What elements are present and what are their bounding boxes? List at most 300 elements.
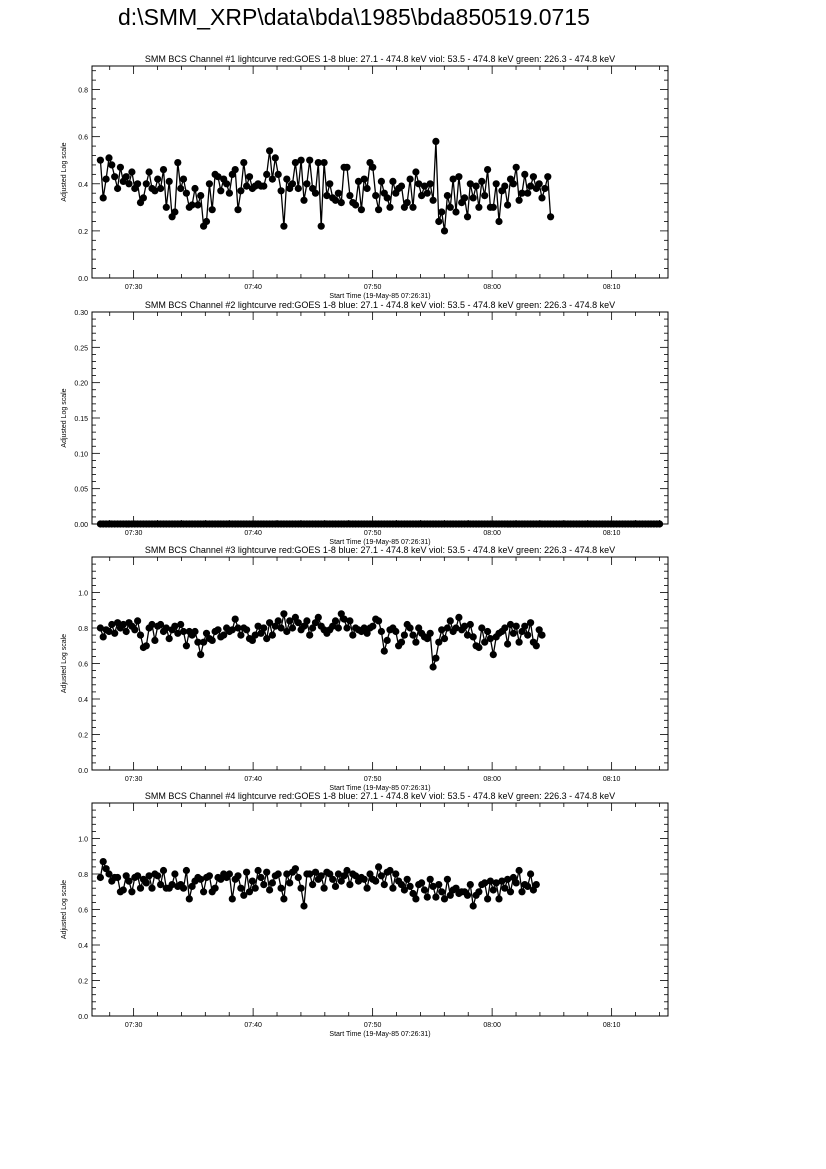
data-point bbox=[143, 180, 150, 187]
data-point bbox=[232, 616, 239, 623]
data-point bbox=[386, 204, 393, 211]
y-axis-label: Adjusted Log scale bbox=[61, 388, 68, 448]
data-point bbox=[128, 168, 135, 175]
data-point bbox=[171, 208, 178, 215]
data-point bbox=[103, 176, 110, 183]
data-point bbox=[369, 623, 376, 630]
data-point bbox=[306, 157, 313, 164]
data-point bbox=[438, 208, 445, 215]
data-point bbox=[120, 886, 127, 893]
data-point bbox=[295, 874, 302, 881]
y-tick-label: 0.6 bbox=[78, 134, 88, 142]
y-tick-label: 0.8 bbox=[78, 87, 88, 95]
data-point bbox=[392, 870, 399, 877]
data-point bbox=[495, 895, 502, 902]
data-point bbox=[470, 194, 477, 201]
data-point bbox=[378, 628, 385, 635]
data-point bbox=[143, 642, 150, 649]
data-point bbox=[186, 895, 193, 902]
data-point bbox=[412, 639, 419, 646]
x-tick-label: 07:50 bbox=[363, 776, 382, 783]
x-tick-label: 07:50 bbox=[363, 1022, 382, 1029]
data-point bbox=[335, 624, 342, 631]
data-point bbox=[237, 885, 244, 892]
y-tick-label: 0.0 bbox=[78, 1014, 88, 1021]
y-tick-label: 0.2 bbox=[78, 732, 88, 740]
y-tick-label: 0.0 bbox=[78, 768, 88, 775]
x-tick-label: 07:40 bbox=[244, 1022, 262, 1029]
data-point bbox=[280, 223, 287, 230]
chart-panel-1 bbox=[61, 54, 668, 300]
data-point bbox=[392, 628, 399, 635]
chart-panel-4 bbox=[61, 791, 668, 1038]
x-tick-label: 08:10 bbox=[602, 530, 621, 537]
data-point bbox=[424, 894, 431, 901]
data-point bbox=[481, 192, 488, 199]
data-point bbox=[318, 223, 325, 230]
data-point bbox=[283, 176, 290, 183]
data-point bbox=[100, 858, 107, 865]
data-point bbox=[438, 888, 445, 895]
data-point bbox=[369, 164, 376, 171]
data-point bbox=[464, 892, 471, 899]
data-point bbox=[183, 642, 190, 649]
chart-title: SMM BCS Channel #4 lightcurve red:GOES 1-8 blue: 27.1 - 474.8 keV viol: 53.5 - 474.8 keV green: 226.3 - 474.8 keV bbox=[144, 791, 616, 801]
x-tick-label: 07:30 bbox=[124, 284, 143, 291]
y-tick-label: 0.8 bbox=[78, 872, 88, 879]
data-point bbox=[384, 637, 391, 644]
data-point bbox=[240, 159, 247, 166]
data-point bbox=[97, 157, 104, 164]
y-axis-label: Adjusted Log scale bbox=[61, 633, 68, 694]
data-point bbox=[275, 617, 282, 624]
plot-frame bbox=[92, 803, 668, 1016]
data-point bbox=[364, 885, 371, 892]
data-point bbox=[343, 624, 350, 631]
data-point bbox=[237, 187, 244, 194]
data-point bbox=[111, 630, 118, 637]
data-point bbox=[212, 885, 219, 892]
data-point bbox=[183, 190, 190, 197]
data-point bbox=[467, 621, 474, 628]
data-point bbox=[409, 632, 416, 639]
y-tick-label: 0.6 bbox=[78, 907, 88, 915]
data-point bbox=[183, 867, 190, 874]
data-point bbox=[510, 180, 517, 187]
chart-panel-2 bbox=[61, 300, 668, 546]
data-point bbox=[171, 870, 178, 877]
data-point bbox=[134, 617, 141, 624]
data-point bbox=[484, 895, 491, 902]
data-point bbox=[424, 190, 431, 197]
data-point bbox=[398, 639, 405, 646]
data-point bbox=[427, 180, 434, 187]
series-line bbox=[100, 141, 550, 231]
data-point bbox=[272, 154, 279, 161]
data-point bbox=[335, 190, 342, 197]
data-point bbox=[427, 630, 434, 637]
data-point bbox=[432, 894, 439, 901]
y-axis-label: Adjusted Log scale bbox=[61, 142, 68, 202]
data-point bbox=[513, 623, 520, 630]
data-point bbox=[143, 879, 150, 886]
data-point bbox=[493, 180, 500, 187]
data-point bbox=[407, 176, 414, 183]
data-point bbox=[275, 870, 282, 877]
y-axis-label: Adjusted Log scale bbox=[61, 879, 68, 940]
y-tick-label: 0.6 bbox=[78, 661, 88, 669]
data-point bbox=[303, 180, 310, 187]
data-point bbox=[217, 187, 224, 194]
data-point bbox=[200, 888, 207, 895]
plot-frame bbox=[92, 312, 668, 524]
data-point bbox=[384, 194, 391, 201]
data-point bbox=[140, 194, 147, 201]
data-point bbox=[358, 206, 365, 213]
x-tick-label: 07:30 bbox=[124, 1022, 143, 1029]
data-point bbox=[435, 881, 442, 888]
data-point bbox=[180, 885, 187, 892]
data-point bbox=[128, 888, 135, 895]
x-tick-label: 08:00 bbox=[483, 284, 501, 291]
x-tick-label: 07:40 bbox=[244, 776, 262, 783]
data-point bbox=[315, 614, 322, 621]
data-point bbox=[375, 617, 382, 624]
data-point bbox=[260, 183, 267, 190]
data-point bbox=[280, 895, 287, 902]
x-tick-label: 08:10 bbox=[602, 776, 621, 783]
data-point bbox=[263, 171, 270, 178]
data-point bbox=[389, 178, 396, 185]
data-point bbox=[490, 204, 497, 211]
data-point bbox=[108, 161, 115, 168]
data-point bbox=[157, 185, 164, 192]
data-point bbox=[260, 624, 267, 631]
data-point bbox=[364, 185, 371, 192]
data-point bbox=[148, 885, 155, 892]
data-point bbox=[444, 192, 451, 199]
data-point bbox=[125, 180, 132, 187]
data-point bbox=[444, 876, 451, 883]
data-point bbox=[541, 185, 548, 192]
data-point bbox=[203, 218, 210, 225]
x-tick-label: 07:50 bbox=[363, 284, 382, 291]
data-point bbox=[536, 180, 543, 187]
data-point bbox=[160, 166, 167, 173]
data-point bbox=[430, 197, 437, 204]
x-axis-label: Start Time (19-May-85 07:26:31) bbox=[329, 785, 431, 792]
data-point bbox=[114, 185, 121, 192]
data-point bbox=[166, 178, 173, 185]
x-axis-label: Start Time (19-May-85 07:26:31) bbox=[329, 1031, 431, 1038]
data-point bbox=[260, 881, 267, 888]
data-point bbox=[346, 617, 353, 624]
data-point bbox=[154, 176, 161, 183]
data-point bbox=[516, 639, 523, 646]
data-point bbox=[432, 655, 439, 662]
x-tick-label: 08:00 bbox=[483, 530, 501, 537]
y-tick-label: 0.4 bbox=[78, 181, 88, 189]
data-point bbox=[286, 879, 293, 886]
x-axis-label: Start Time (19-May-85 07:26:31) bbox=[329, 293, 431, 300]
data-point bbox=[338, 199, 345, 206]
y-tick-label: 0.2 bbox=[78, 228, 88, 236]
y-tick-label: 0.2 bbox=[78, 978, 88, 986]
data-point bbox=[352, 201, 359, 208]
data-point bbox=[206, 180, 213, 187]
y-tick-label: 0.30 bbox=[74, 310, 88, 317]
y-tick-label: 0.8 bbox=[78, 626, 88, 633]
data-point bbox=[177, 185, 184, 192]
data-point bbox=[303, 617, 310, 624]
data-point bbox=[166, 635, 173, 642]
data-point bbox=[234, 872, 241, 879]
data-point bbox=[123, 628, 130, 635]
data-point bbox=[100, 194, 107, 201]
data-point bbox=[309, 881, 316, 888]
data-point bbox=[269, 879, 276, 886]
data-point bbox=[289, 624, 296, 631]
data-point bbox=[191, 185, 198, 192]
data-point bbox=[137, 885, 144, 892]
data-point bbox=[452, 208, 459, 215]
data-point bbox=[510, 630, 517, 637]
x-tick-label: 07:40 bbox=[244, 284, 262, 291]
data-point bbox=[470, 902, 477, 909]
data-point bbox=[461, 194, 468, 201]
data-point bbox=[538, 632, 545, 639]
data-point bbox=[533, 642, 540, 649]
chart-title: SMM BCS Channel #3 lightcurve red:GOES 1-8 blue: 27.1 - 474.8 keV viol: 53.5 - 474.8 keV green: 226.3 - 474.8 keV bbox=[144, 545, 616, 555]
data-point bbox=[275, 171, 282, 178]
x-tick-label: 07:50 bbox=[363, 530, 382, 537]
data-point bbox=[180, 176, 187, 183]
data-point bbox=[516, 867, 523, 874]
data-point bbox=[361, 876, 368, 883]
data-point bbox=[246, 173, 253, 180]
x-tick-label: 08:10 bbox=[602, 1022, 621, 1029]
data-point bbox=[547, 213, 554, 220]
y-tick-label: 0.4 bbox=[78, 697, 88, 704]
data-point bbox=[177, 621, 184, 628]
data-point bbox=[375, 206, 382, 213]
data-point bbox=[329, 876, 336, 883]
y-tick-label: 0.00 bbox=[74, 522, 88, 529]
plot-frame bbox=[92, 557, 668, 770]
data-point bbox=[372, 192, 379, 199]
data-point bbox=[306, 632, 313, 639]
data-point bbox=[292, 865, 299, 872]
data-point bbox=[361, 176, 368, 183]
data-point bbox=[209, 637, 216, 644]
y-tick-label: 0.10 bbox=[74, 451, 88, 459]
data-point bbox=[455, 614, 462, 621]
data-point bbox=[326, 180, 333, 187]
data-point bbox=[527, 619, 534, 626]
data-point bbox=[516, 197, 523, 204]
data-point bbox=[495, 218, 502, 225]
data-point bbox=[533, 881, 540, 888]
data-point bbox=[160, 867, 167, 874]
data-point bbox=[111, 173, 118, 180]
data-point bbox=[381, 648, 388, 655]
data-point bbox=[501, 183, 508, 190]
data-point bbox=[131, 626, 138, 633]
data-point bbox=[226, 870, 233, 877]
data-point bbox=[530, 173, 537, 180]
data-point bbox=[346, 881, 353, 888]
data-point bbox=[490, 886, 497, 893]
data-point bbox=[206, 872, 213, 879]
data-point bbox=[504, 201, 511, 208]
data-point bbox=[163, 204, 170, 211]
data-point bbox=[114, 874, 121, 881]
data-point bbox=[475, 204, 482, 211]
chart-title: SMM BCS Channel #1 lightcurve red:GOES 1-8 blue: 27.1 - 474.8 keV viol: 53.5 - 474.8 keV green: 226.3 - 474.8 keV bbox=[144, 54, 616, 64]
data-point bbox=[332, 617, 339, 624]
data-point bbox=[524, 190, 531, 197]
data-point bbox=[412, 168, 419, 175]
data-point bbox=[154, 872, 161, 879]
data-point bbox=[252, 885, 259, 892]
data-point bbox=[401, 632, 408, 639]
x-tick-label: 08:00 bbox=[483, 1022, 501, 1029]
data-point bbox=[409, 204, 416, 211]
chart-panel-3 bbox=[61, 545, 668, 792]
data-point bbox=[100, 633, 107, 640]
data-point bbox=[389, 885, 396, 892]
data-point bbox=[234, 206, 241, 213]
data-point bbox=[197, 192, 204, 199]
data-point bbox=[209, 206, 216, 213]
data-point bbox=[473, 183, 480, 190]
data-point bbox=[269, 176, 276, 183]
data-point bbox=[321, 159, 328, 166]
data-point bbox=[656, 520, 663, 527]
data-point bbox=[430, 663, 437, 670]
data-point bbox=[504, 640, 511, 647]
data-point bbox=[151, 637, 158, 644]
data-point bbox=[441, 227, 448, 234]
data-point bbox=[312, 190, 319, 197]
data-point bbox=[349, 632, 356, 639]
data-point bbox=[475, 888, 482, 895]
data-point bbox=[407, 624, 414, 631]
data-point bbox=[478, 178, 485, 185]
data-point bbox=[447, 617, 454, 624]
data-point bbox=[243, 869, 250, 876]
data-point bbox=[524, 632, 531, 639]
y-tick-label: 0.15 bbox=[74, 416, 88, 423]
data-point bbox=[232, 166, 239, 173]
data-point bbox=[266, 886, 273, 893]
data-point bbox=[332, 883, 339, 890]
data-point bbox=[418, 879, 425, 886]
data-point bbox=[467, 881, 474, 888]
data-point bbox=[280, 610, 287, 617]
data-point bbox=[134, 180, 141, 187]
data-point bbox=[470, 633, 477, 640]
data-point bbox=[174, 159, 181, 166]
data-point bbox=[214, 626, 221, 633]
data-point bbox=[432, 138, 439, 145]
y-tick-label: 0.25 bbox=[74, 345, 88, 353]
data-point bbox=[518, 888, 525, 895]
data-point bbox=[490, 651, 497, 658]
data-point bbox=[404, 876, 411, 883]
data-point bbox=[435, 218, 442, 225]
x-tick-label: 07:40 bbox=[244, 530, 262, 537]
data-point bbox=[194, 201, 201, 208]
data-point bbox=[197, 651, 204, 658]
data-point bbox=[237, 632, 244, 639]
data-point bbox=[321, 885, 328, 892]
data-point bbox=[243, 626, 250, 633]
data-point bbox=[464, 213, 471, 220]
data-point bbox=[375, 863, 382, 870]
data-point bbox=[412, 895, 419, 902]
data-point bbox=[97, 874, 104, 881]
data-point bbox=[484, 166, 491, 173]
data-point bbox=[191, 628, 198, 635]
data-point bbox=[343, 164, 350, 171]
data-point bbox=[372, 878, 379, 885]
x-axis-label: Start Time (19-May-85 07:26:31) bbox=[329, 539, 431, 546]
y-tick-label: 1.0 bbox=[78, 590, 88, 598]
data-point bbox=[507, 888, 514, 895]
y-tick-label: 1.0 bbox=[78, 836, 88, 844]
data-point bbox=[298, 157, 305, 164]
data-point bbox=[455, 173, 462, 180]
data-point bbox=[223, 180, 230, 187]
y-tick-label: 0.20 bbox=[74, 380, 88, 388]
data-point bbox=[521, 171, 528, 178]
y-tick-label: 0.05 bbox=[74, 486, 88, 494]
data-point bbox=[484, 628, 491, 635]
data-point bbox=[263, 869, 270, 876]
data-point bbox=[249, 878, 256, 885]
data-point bbox=[404, 199, 411, 206]
data-point bbox=[123, 173, 130, 180]
data-point bbox=[441, 635, 448, 642]
x-tick-label: 08:00 bbox=[483, 776, 501, 783]
data-point bbox=[300, 902, 307, 909]
data-point bbox=[475, 644, 482, 651]
data-point bbox=[226, 190, 233, 197]
y-tick-label: 0.4 bbox=[78, 943, 88, 950]
data-point bbox=[398, 183, 405, 190]
x-tick-label: 08:10 bbox=[602, 284, 621, 291]
data-point bbox=[255, 867, 262, 874]
data-point bbox=[105, 154, 112, 161]
x-tick-label: 07:30 bbox=[124, 776, 143, 783]
data-point bbox=[229, 895, 236, 902]
data-point bbox=[381, 881, 388, 888]
data-point bbox=[278, 187, 285, 194]
data-point bbox=[346, 192, 353, 199]
y-tick-label: 0.0 bbox=[78, 276, 88, 283]
data-point bbox=[513, 164, 520, 171]
data-point bbox=[407, 883, 414, 890]
data-point bbox=[257, 874, 264, 881]
data-point bbox=[421, 886, 428, 893]
data-point bbox=[295, 185, 302, 192]
x-tick-label: 07:30 bbox=[124, 530, 143, 537]
data-point bbox=[298, 885, 305, 892]
data-point bbox=[117, 164, 124, 171]
data-point bbox=[378, 178, 385, 185]
page-title: d:\SMM_XRP\data\bda\1985\bda850519.0715 bbox=[118, 4, 590, 30]
